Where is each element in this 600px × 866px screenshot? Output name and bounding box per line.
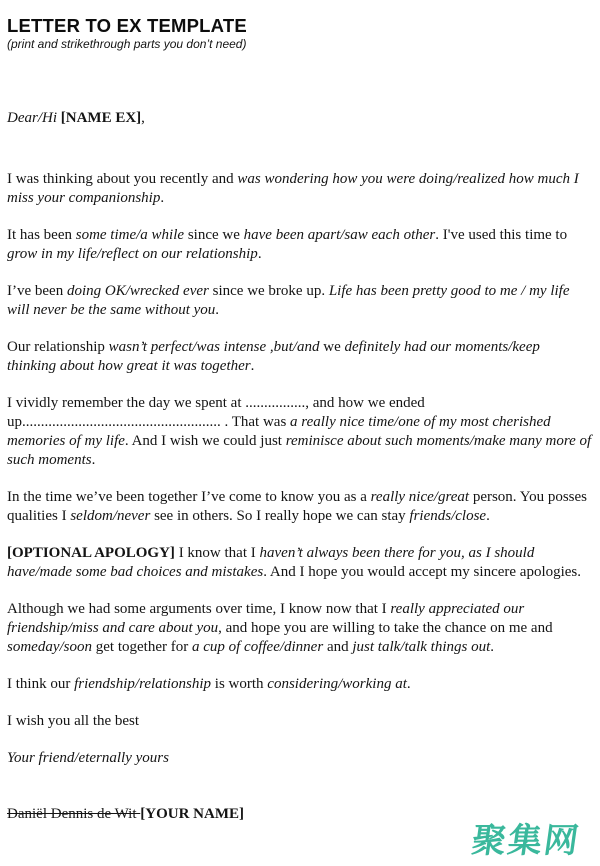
text-run: grow in my life/reflect on our relationship [7, 246, 258, 262]
text-run: haven’t always been there for you, as I should have/made some bad choices and mistakes [7, 545, 535, 580]
text-run: and [323, 639, 353, 655]
text-run: reminisce about such moments/make many more of such moments [7, 433, 592, 468]
text-run: I vividly remember the day we spent at ................, and how we ended up..................................................... . That was [7, 395, 425, 430]
text-run: see in others. So I really hope we can stay [150, 508, 410, 524]
text-run: . I've used this time to [435, 227, 568, 243]
text-run: friendship/relationship [74, 676, 212, 692]
text-run: have been apart/saw each other [243, 227, 436, 243]
text-run: get together for [92, 639, 192, 655]
text-run: definitely had our moments/keep thinking about how great it was together [7, 339, 540, 374]
page-subtitle: (print and strikethrough parts you don’t need) [7, 37, 247, 51]
text-run: I think our [7, 676, 75, 692]
text-run: I know that I [174, 545, 260, 561]
paragraph-valediction [7, 749, 592, 768]
text-run: . And I hope you would accept my sincere apologies. [263, 564, 582, 580]
text-run: . [160, 190, 165, 206]
text-run: wasn’t perfect/was intense ,but/and [108, 339, 320, 355]
text-run: [OPTIONAL APOLOGY] [7, 545, 175, 561]
paragraph-body [7, 544, 592, 582]
text-run: I was thinking about you recently and [7, 171, 238, 187]
paragraph-body [7, 338, 592, 376]
text-run: Your friend/eternally yours [7, 750, 169, 766]
text-run: really appreciated our friendship/miss and care about you [7, 601, 525, 636]
text-run: I’ve been [7, 283, 67, 299]
text-run: really nice/great [370, 489, 470, 505]
text-run: In the time we’ve been together I’ve come to know you as a [7, 489, 371, 505]
paragraph-salutation [7, 109, 592, 128]
text-run: doing OK/wrecked ever [66, 283, 209, 299]
paragraph-body [7, 600, 592, 657]
text-run: , and hope you are willing to take the chance on me and [218, 620, 553, 636]
text-run: . [215, 302, 220, 318]
text-run: , [141, 110, 145, 126]
text-run: we [319, 339, 345, 355]
text-run: . [250, 358, 255, 374]
text-run: a really nice time/one of my most cherished memories of my life [7, 414, 551, 449]
watermark-logo: 聚集网 [469, 822, 583, 860]
paragraph-body [7, 170, 592, 208]
text-run: person. You posses qualities I [7, 489, 587, 524]
text-run: . [257, 246, 262, 262]
paragraph-body [7, 282, 592, 320]
text-run: seldom/never [70, 508, 151, 524]
text-run: since we broke up. [208, 283, 329, 299]
text-run: Although we had some arguments over time, I know now that I [7, 601, 391, 617]
text-run: Dear/Hi [7, 110, 61, 126]
text-run: since we [184, 227, 244, 243]
paragraph-body [7, 488, 592, 526]
text-run: [NAME EX] [60, 110, 142, 126]
text-run: . [406, 676, 411, 692]
text-run: Daniël Dennis de Wit [7, 806, 141, 822]
paragraph-body [7, 712, 592, 731]
text-run: Life has been pretty good to me / my life will never be the same without you [7, 283, 570, 318]
letter-body [7, 109, 591, 824]
paragraph-body [7, 226, 592, 264]
text-run: a cup of coffee/dinner [191, 639, 324, 655]
text-run: . [490, 639, 495, 655]
text-run: friends/close [409, 508, 487, 524]
text-run: just talk/talk things out [352, 639, 491, 655]
text-run: [YOUR NAME] [140, 806, 244, 822]
paragraph-body [7, 675, 592, 694]
text-run: was wondering how you were doing/realized how much I miss your companionship [7, 171, 579, 206]
text-run: . [486, 508, 490, 524]
text-run: I wish you all the best [7, 713, 140, 729]
page-title: LETTER TO EX TEMPLATE [7, 15, 247, 36]
text-run: It has been [7, 227, 76, 243]
text-run: . And I wish we could just [124, 433, 286, 449]
text-run: is worth [211, 676, 268, 692]
text-run: someday/soon [7, 639, 92, 655]
text-run: some time/a while [75, 227, 185, 243]
text-run: Our relationship [7, 339, 109, 355]
text-run: considering/working at [267, 676, 407, 692]
text-run: . [91, 452, 96, 468]
paragraph-body [7, 394, 592, 470]
